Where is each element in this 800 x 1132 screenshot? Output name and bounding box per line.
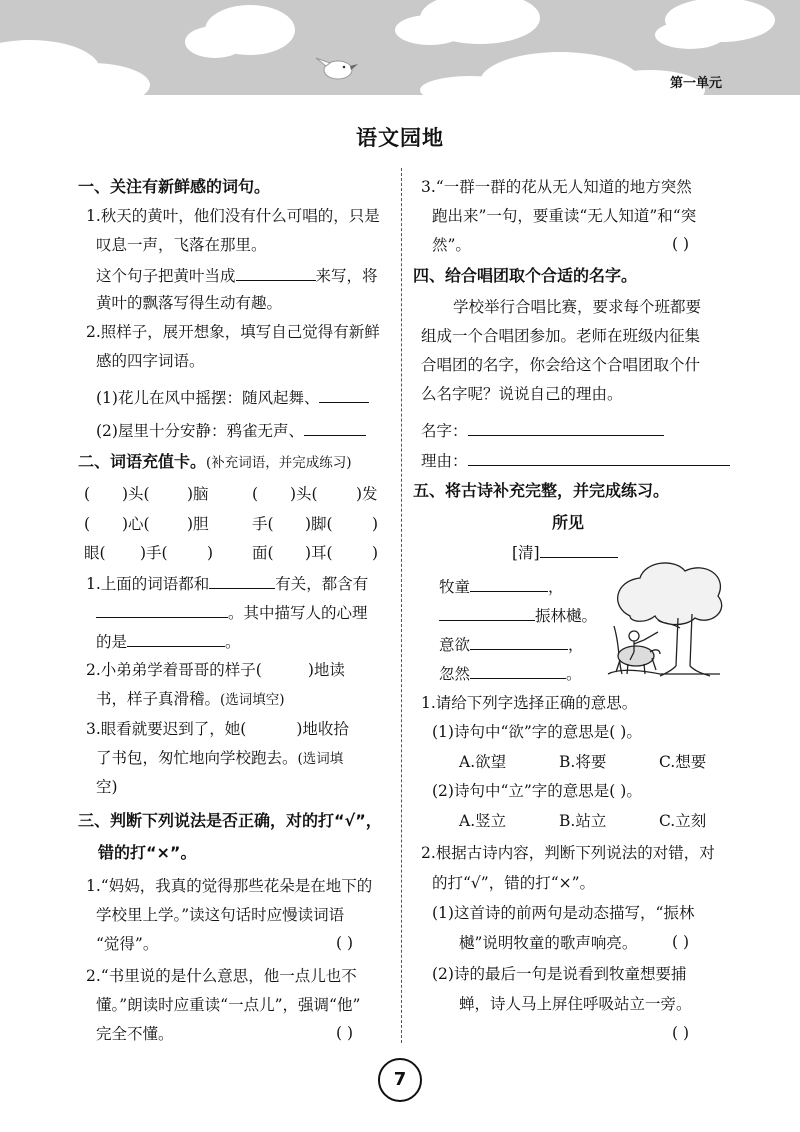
poem-line1: 牧童 ， — [439, 575, 564, 597]
reason-input[interactable] — [468, 449, 730, 466]
fill-blank[interactable] — [470, 633, 568, 650]
name-field: 名字： — [421, 419, 664, 441]
bird-icon — [316, 58, 358, 79]
page-number: 7 — [378, 1058, 422, 1102]
s5-q2a-line1: (1)这首诗的前两句是动态描写，“振林 — [432, 904, 695, 922]
fill-blank[interactable] — [439, 604, 535, 621]
answer-paren[interactable]: ( ) — [672, 235, 690, 253]
name-input[interactable] — [468, 419, 664, 436]
fill-blank[interactable] — [470, 575, 548, 592]
answer-paren[interactable]: ( ) — [672, 1024, 690, 1042]
s3-q2-line2: 懂。”朗读时应重读“一点儿”，强调“他” — [96, 996, 361, 1014]
section5-heading: 五、将古诗补充完整，并完成练习。 — [413, 481, 670, 500]
s3-q2-line3: 完全不懂。 — [96, 1025, 174, 1043]
fill-blank[interactable] — [209, 572, 275, 589]
fill-blank[interactable] — [236, 264, 316, 281]
s2-q1-line2: 。其中描写人的心理 — [96, 601, 368, 623]
poem-line4: 忽然 。 — [439, 662, 582, 684]
s2-q1-line3: 的是 。 — [96, 630, 241, 652]
s2-q3-line3: 空) — [96, 778, 118, 796]
poem-author: [清] — [512, 541, 618, 563]
option[interactable]: C.想要 — [659, 753, 707, 771]
column-divider — [401, 168, 402, 1043]
s4-body-line3: 合唱团的名字，你会给这个合唱团取个什 — [421, 356, 701, 374]
s1-q2-line2: 感的四字词语。 — [96, 352, 205, 370]
reason-field: 理由： — [421, 449, 730, 471]
option[interactable]: B.将要 — [559, 753, 607, 771]
s5-q1b-options — [459, 811, 706, 831]
s3-q2-line1: 2.“书里说的是什么意思，他一点儿也不 — [86, 967, 357, 985]
s1-q1-line1: 1.秋天的黄叶，他们没有什么可唱的，只是 — [86, 207, 380, 225]
option[interactable]: C.立刻 — [659, 812, 707, 830]
s5-q1a: (1)诗句中“欲”字的意思是( )。 — [432, 723, 642, 741]
option[interactable]: A.欲望 — [459, 753, 507, 771]
answer-paren[interactable]: ( ) — [672, 933, 690, 951]
section3-heading-line2: 错的打“×”。 — [98, 843, 197, 862]
s3-q1-line1: 1.“妈妈，我真的觉得那些花朵是在地下的 — [86, 877, 373, 895]
s4-body-line2: 组成一个合唱团参加。老师在班级内征集 — [421, 327, 701, 345]
s1-q2-line1: 2.照样子，展开想象，填写自己觉得有新鲜 — [86, 323, 380, 341]
s2-q1-line1: 1.上面的词语都和 有关，都含有 — [86, 572, 368, 594]
s5-q2b-line2: 蝉，诗人马上屏住呼吸站立一旁。 — [459, 995, 692, 1013]
s5-q1b: (2)诗句中“立”字的意思是( )。 — [432, 782, 642, 800]
s2-q2-line1: 2.小弟弟学着哥哥的样子( )地读 — [86, 661, 345, 679]
section1-heading: 一、关注有新鲜感的词句。 — [78, 177, 271, 196]
s1-q1-line3: 这个句子把黄叶当成 来写，将 — [96, 264, 378, 286]
section2-heading: 二、词语充值卡。(补充词语，并完成练习) — [78, 452, 352, 471]
s5-q2b-line1: (2)诗的最后一句是说看到牧童想要捕 — [432, 965, 687, 983]
fill-blank[interactable] — [470, 662, 566, 679]
s1-q1-line2: 叹息一声，飞落在那里。 — [96, 236, 267, 254]
s4-body-line1: 学校举行合唱比赛，要求每个班都要 — [453, 298, 702, 316]
s2-q3-line1: 3.眼看就要迟到了，她( )地收拾 — [86, 720, 349, 738]
s1-q2b: (2)屋里十分安静：鸦雀无声、 — [96, 419, 366, 441]
fill-blank[interactable] — [304, 419, 366, 436]
header-banner — [0, 0, 800, 95]
fill-blank[interactable] — [127, 630, 225, 647]
answer-paren[interactable]: ( ) — [336, 934, 354, 952]
option[interactable]: B.站立 — [559, 812, 607, 830]
fill-blank[interactable] — [96, 601, 228, 618]
s5-q1a-options — [459, 752, 706, 772]
s2-q3-line2: 了书包，匆忙地向学校跑去。(选词填 — [96, 749, 344, 767]
s1-q1-line4: 黄叶的飘落写得生动有趣。 — [96, 294, 283, 312]
poem-line2: 振林樾。 — [439, 604, 597, 626]
answer-paren[interactable]: ( ) — [336, 1024, 354, 1042]
s3-q1-line3: “觉得”。 — [96, 935, 159, 953]
s5-q2-line1: 2.根据古诗内容，判断下列说法的对错，对 — [421, 844, 715, 862]
s5-q2-line2: 的打“√”，错的打“×”。 — [432, 874, 596, 892]
s3-q3-line1: 3.“一群一群的花从无人知道的地方突然 — [421, 178, 692, 196]
s3-q3-line2: 跑出来”一句，要重读“无人知道”和“突 — [432, 207, 697, 225]
s4-body-line4: 么名字呢？说说自己的理由。 — [421, 385, 623, 403]
section3-heading-line1: 三、判断下列说法是否正确，对的打“√”， — [78, 811, 382, 830]
poem-title: 所见 — [552, 513, 585, 532]
option[interactable]: A.竖立 — [459, 812, 507, 830]
poem-line3: 意欲 ， — [439, 633, 584, 655]
s5-q1: 1.请给下列字选择正确的意思。 — [421, 694, 638, 712]
page-title: 语文园地 — [356, 126, 444, 150]
fill-blank[interactable] — [319, 386, 369, 403]
section4-heading: 四、给合唱团取个合适的名字。 — [413, 266, 638, 285]
unit-label: 第一单元 — [669, 76, 722, 91]
s3-q3-line3: 然”。 — [432, 236, 471, 254]
s1-q2a: (1)花儿在风中摇摆：随风起舞、 — [96, 386, 369, 408]
s3-q1-line2: 学校里上学。”读这句话时应慢读词语 — [96, 906, 345, 924]
herdboy-tree-illustration — [600, 556, 730, 680]
s2-q2-line2: 书，样子真滑稽。(选词填空) — [96, 690, 285, 708]
s5-q2a-line2: 樾”说明牧童的歌声响亮。 — [459, 934, 638, 952]
